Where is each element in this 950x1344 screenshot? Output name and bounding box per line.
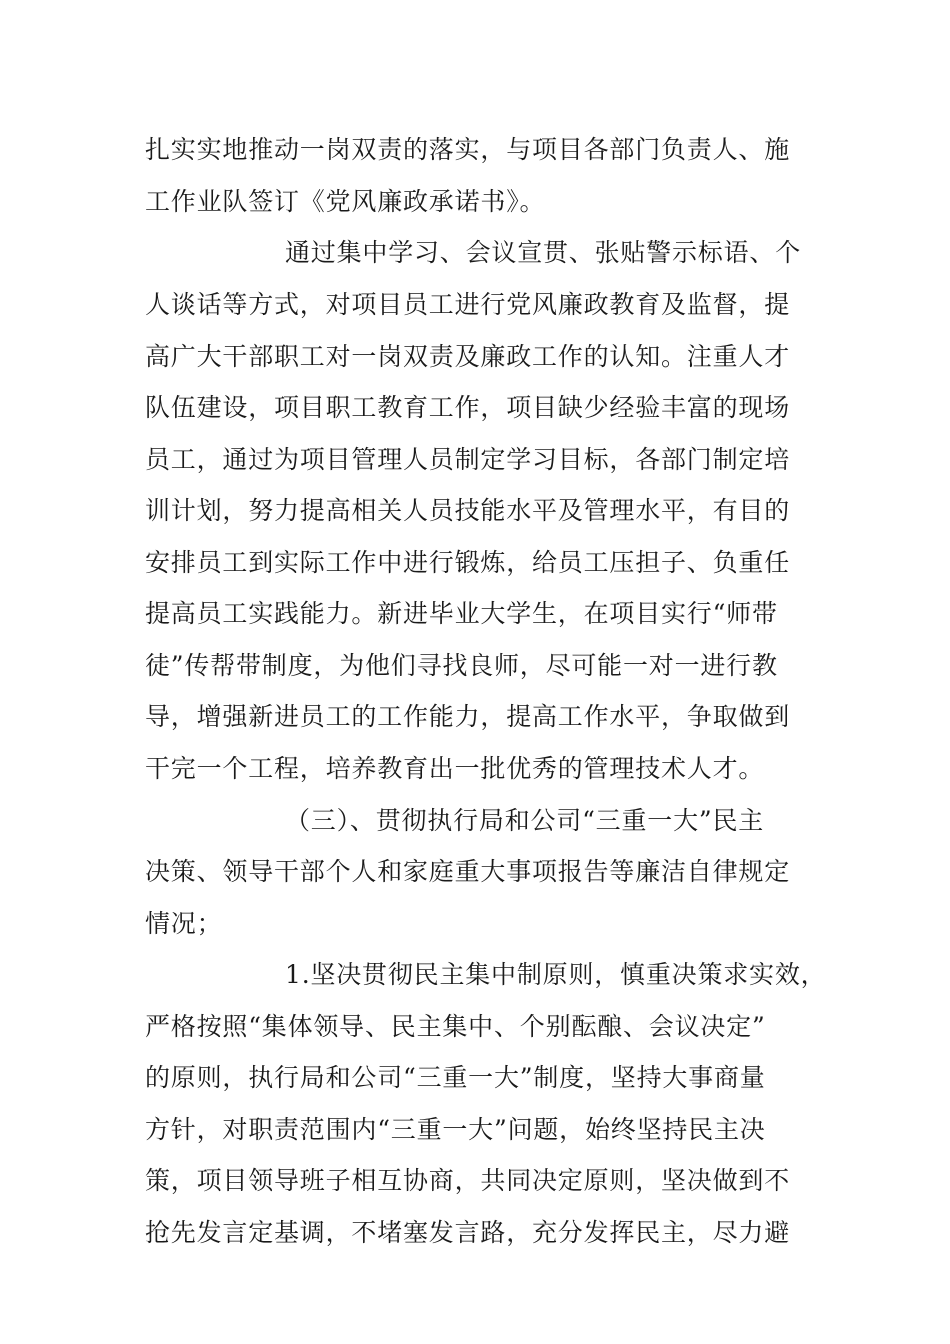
text-line: 提高员工实践能力。新进毕业大学生，在项目实行“师带	[145, 599, 778, 628]
section-heading-line: 决策、领导干部个人和家庭重大事项报告等廉洁自律规定	[145, 857, 791, 886]
text-line: 导，增强新进员工的工作能力，提高工作水平，争取做到	[145, 702, 791, 731]
text-line: 严格按照“集体领导、民主集中、个别酝酿、会议决定”	[145, 1012, 766, 1041]
text-line: 干完一个工程，培养教育出一批优秀的管理技术人才。	[145, 754, 765, 783]
paragraph-start-line: 通过集中学习、会议宣贯、张贴警示标语、个	[285, 238, 802, 267]
text-line: 抢先发言定基调，不堵塞发言路，充分发挥民主，尽力避	[145, 1218, 791, 1247]
text-line: 高广大干部职工对一岗双责及廉政工作的认知。注重人才	[145, 342, 791, 371]
text-line: 队伍建设，项目职工教育工作，项目缺少经验丰富的现场	[145, 393, 791, 422]
text-line: 徒”传帮带制度，为他们寻找良师，尽可能一对一进行教	[145, 651, 778, 680]
paragraph-start-line: 1.坚决贯彻民主集中制原则，慎重决策求实效，	[285, 960, 827, 989]
section-heading-line: 情况；	[145, 909, 223, 938]
text-line: 安排员工到实际工作中进行锻炼，给员工压担子、负重任	[145, 548, 791, 577]
text-line: 人谈话等方式，对项目员工进行党风廉政教育及监督，提	[145, 290, 791, 319]
text-line: 训计划，努力提高相关人员技能水平及管理水平，有目的	[145, 496, 791, 525]
text-line: 工作业队签订《党风廉政承诺书》。	[145, 187, 546, 216]
text-line: 的原则，执行局和公司“三重一大”制度，坚持大事商量	[145, 1063, 766, 1092]
text-line: 策，项目领导班子相互协商，共同决定原则，坚决做到不	[145, 1166, 791, 1195]
text-line: 员工，通过为项目管理人员制定学习目标，各部门制定培	[145, 445, 791, 474]
section-heading-line: （三）、贯彻执行局和公司“三重一大”民主	[285, 806, 765, 835]
text-line: 方针，对职责范围内“三重一大”问题，始终坚持民主决	[145, 1115, 766, 1144]
text-line: 扎实实地推动一岗双责的落实，与项目各部门负责人、施	[145, 135, 791, 164]
